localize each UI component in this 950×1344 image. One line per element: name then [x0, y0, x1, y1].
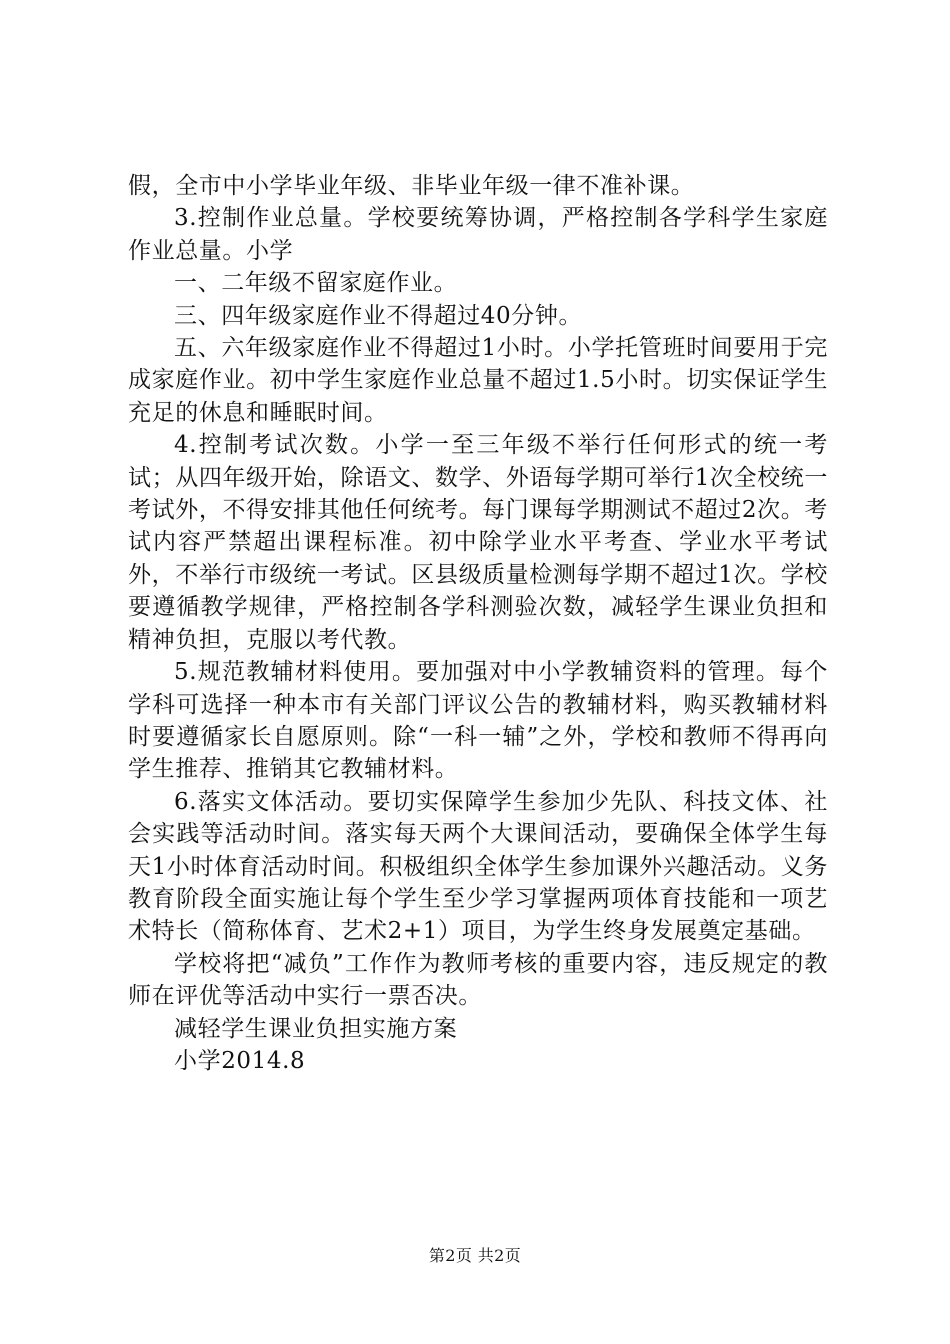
- document-title-closing: 减轻学生课业负担实施方案: [174, 1015, 458, 1042]
- paragraph-assessment: 学校将把“减负”工作作为教师考核的重要内容，违反规定的教师在评优等活动中实行一票否决。: [128, 950, 828, 1010]
- paragraph-materials: 5.规范教辅材料使用。要加强对中小学教辅资料的管理。每个学科可选择一种本市有关部门评议公告的教辅材料，购买教辅材料时要遵循家长自愿原则。除“一科一辅”之外，学校和教师不得再向学生推荐、推销其它教辅材料。: [128, 659, 828, 783]
- paragraph-grade-1-2: 一、二年级不留家庭作业。: [174, 270, 458, 297]
- paragraph-activities: 6.落实文体活动。要切实保障学生参加少先队、科技文体、社会实践等活动时间。落实每天两个大课间活动，要确保全体学生每天1小时体育活动时间。积极组织全体学生参加课外兴趣活动。义务教育阶段全面实施让每个学生至少学习掌握两项体育技能和一项艺术特长（简称体育、艺术2+1）项目，为学生终身发展奠定基础。: [128, 788, 828, 945]
- paragraph-grade-3-4: 三、四年级家庭作业不得超过40分钟。: [174, 302, 583, 329]
- page-footer: 第2页 共2页: [428, 1246, 522, 1265]
- paragraph-grade-5-6: 五、六年级家庭作业不得超过1小时。小学托管班时间要用于完成家庭作业。初中学生家庭作业总量不超过1.5小时。切实保证学生充足的休息和睡眠时间。: [128, 335, 828, 426]
- paragraph-exam-control: 4.控制考试次数。小学一至三年级不举行任何形式的统一考试；从四年级开始，除语文、数学、外语每学期可举行1次全校统一考试外，不得安排其他任何统考。每门课每学期测试不超过2次。考试内容严禁超出课程标准。初中除学业水平考查、学业水平考试外，不举行市级统一考试。区县级质量检测每学期不超过1次。学校要遵循教学规律，严格控制各学科测验次数，减轻学生课业负担和精神负担，克服以考代教。: [128, 432, 828, 653]
- paragraph-homework-control: 3.控制作业总量。学校要统筹协调，严格控制各学科学生家庭作业总量。小学: [128, 205, 828, 264]
- document-body: [128, 170, 828, 1077]
- document-signature-date: 小学2014.8: [174, 1047, 306, 1074]
- paragraph-continuation: 假，全市中小学毕业年级、非毕业年级一律不准补课。: [128, 173, 695, 199]
